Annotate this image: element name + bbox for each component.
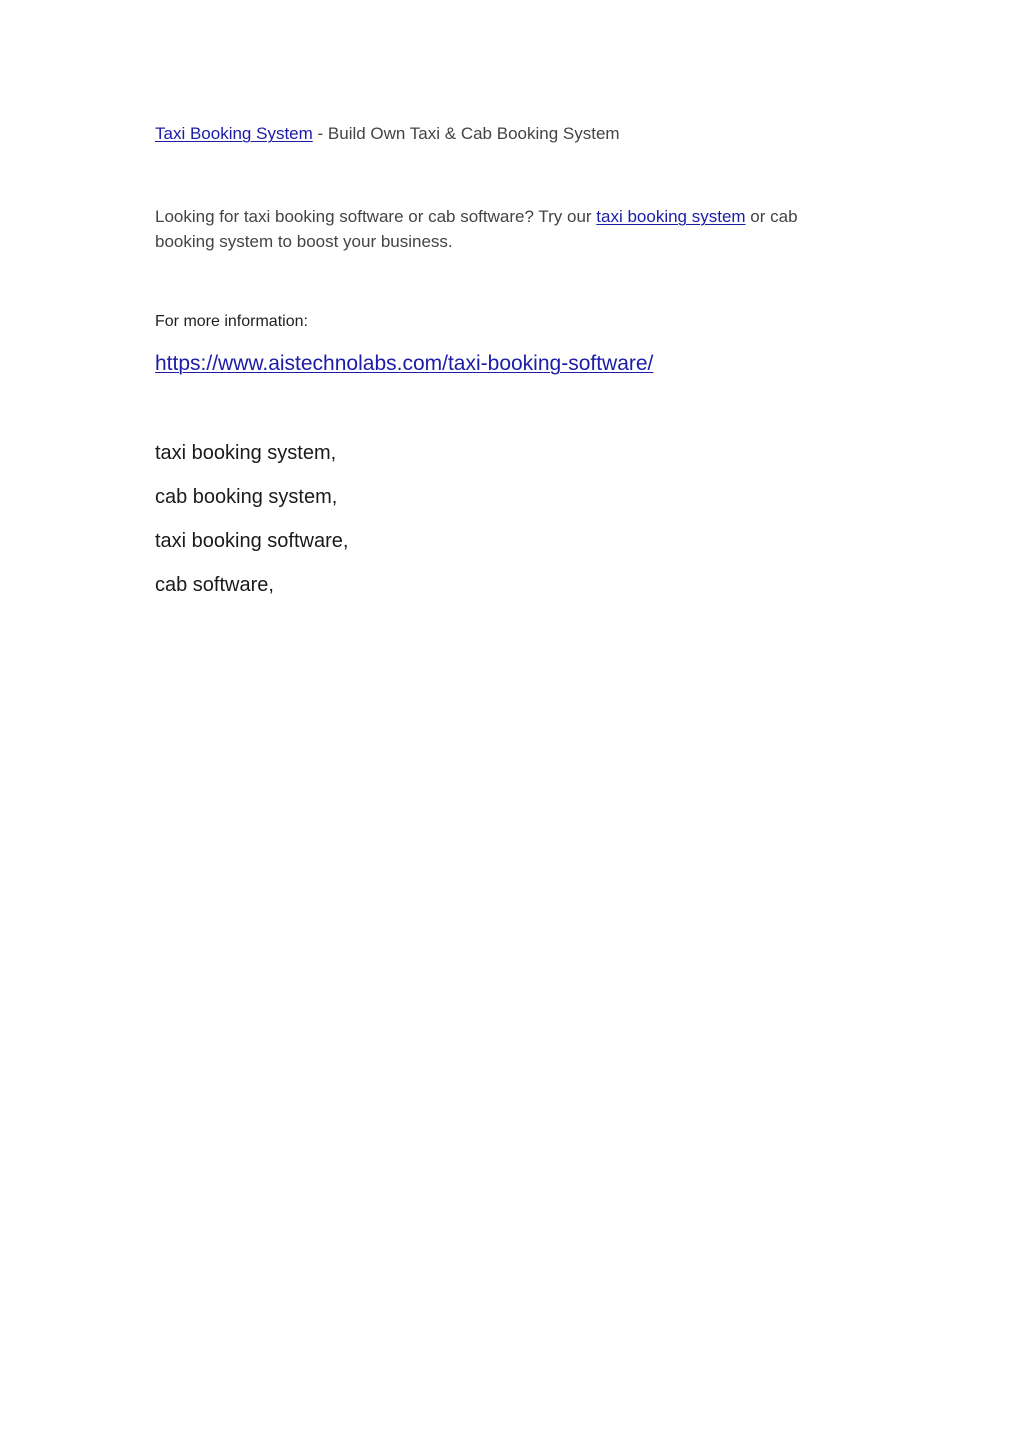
title-link[interactable]: Taxi Booking System <box>155 124 313 143</box>
keyword-item: cab software, <box>155 574 274 596</box>
intro-text-after: or cab booking system to boost your business. <box>155 207 798 251</box>
keyword-item: taxi booking software, <box>155 530 349 552</box>
intro-link[interactable]: taxi booking system <box>596 207 746 226</box>
info-label: For more information: <box>155 313 308 330</box>
title-line <box>155 123 620 145</box>
keyword-item: taxi booking system, <box>155 442 337 464</box>
title-rest: - Build Own Taxi & Cab Booking System <box>312 124 620 143</box>
keyword-item: cab booking system, <box>155 486 338 508</box>
intro-paragraph <box>155 205 855 254</box>
intro-text-before: Looking for taxi booking software or cab software? Try our <box>155 207 597 226</box>
url-line <box>155 350 653 378</box>
info-url-link[interactable]: https://www.aistechnolabs.com/taxi-booking-software/ <box>155 352 654 375</box>
